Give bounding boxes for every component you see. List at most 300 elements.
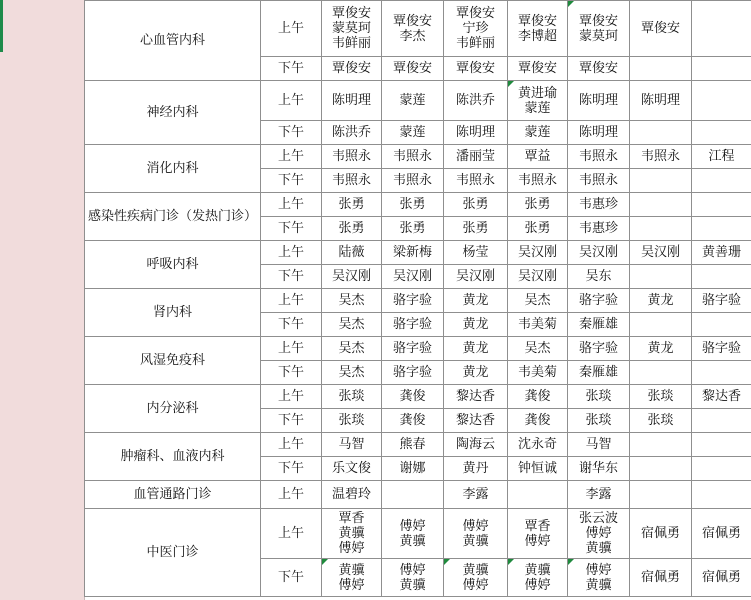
doctor-cell[interactable] — [630, 1, 692, 57]
doctor-names: 陈明理 — [578, 125, 618, 140]
doctor-cell[interactable] — [568, 57, 630, 81]
doctor-cell[interactable] — [322, 361, 382, 385]
session-cell[interactable]: 下午 — [261, 313, 322, 337]
doctor-names: 骆字验 — [392, 341, 432, 356]
doctor-cell[interactable] — [382, 145, 444, 169]
session-cell[interactable]: 下午 — [261, 265, 322, 289]
doctor-cell[interactable] — [508, 337, 568, 361]
doctor-cell[interactable] — [444, 433, 508, 457]
doctor-names: 陈洪乔 — [455, 93, 495, 108]
doctor-names: 黄善珊 — [701, 245, 741, 260]
doctor-names: 张勇 — [338, 197, 365, 212]
doctor-cell[interactable] — [508, 409, 568, 433]
schedule-grid — [84, 0, 751, 600]
doctor-names: 张勇 — [462, 221, 489, 236]
doctor-names: 黄骥 傅婷 — [338, 562, 365, 593]
doctor-names: 覃俊安 蒙莫珂 — [578, 13, 618, 44]
doctor-cell[interactable] — [568, 289, 630, 313]
doctor-cell[interactable] — [444, 457, 508, 481]
doctor-names: 马智 — [338, 437, 365, 452]
doctor-cell[interactable] — [322, 481, 382, 509]
doctor-names: 钟恒诚 — [517, 461, 557, 476]
doctor-cell[interactable] — [382, 121, 444, 145]
doctor-cell[interactable] — [508, 145, 568, 169]
doctor-names: 李露 — [462, 487, 489, 502]
doctor-cell[interactable] — [382, 337, 444, 361]
doctor-cell[interactable] — [630, 361, 692, 385]
doctor-cell[interactable] — [508, 57, 568, 81]
doctor-cell[interactable] — [322, 193, 382, 217]
doctor-cell[interactable] — [630, 559, 692, 597]
doctor-names: 吴汉刚 — [578, 245, 618, 260]
doctor-cell[interactable] — [630, 313, 692, 337]
doctor-cell[interactable] — [568, 193, 630, 217]
doctor-names: 黄龙 — [647, 293, 674, 308]
doctor-names: 张琰 — [585, 413, 612, 428]
doctor-cell[interactable] — [692, 457, 751, 481]
session-cell[interactable]: 上午 — [261, 509, 322, 559]
doctor-names: 傅婷 黄骥 — [462, 518, 489, 549]
doctor-names: 张勇 — [399, 197, 426, 212]
doctor-cell[interactable] — [322, 385, 382, 409]
doctor-names: 黄龙 — [462, 365, 489, 380]
session-cell[interactable]: 上午 — [261, 193, 322, 217]
doctor-cell[interactable] — [568, 265, 630, 289]
doctor-cell[interactable] — [692, 193, 751, 217]
schedule-table — [84, 0, 751, 597]
doctor-names: 张勇 — [524, 221, 551, 236]
doctor-names: 骆字验 — [701, 341, 741, 356]
doctor-cell[interactable] — [444, 313, 508, 337]
doctor-names: 覃俊安 李杰 — [392, 13, 432, 44]
session-cell[interactable]: 下午 — [261, 169, 322, 193]
doctor-names: 陈洪乔 — [331, 125, 371, 140]
doctor-cell[interactable] — [568, 481, 630, 509]
doctor-names: 覃香 黄骥 傅婷 — [338, 511, 365, 556]
doctor-cell[interactable] — [568, 409, 630, 433]
doctor-names: 韦照永 — [331, 173, 371, 188]
doctor-names: 黎达香 — [455, 413, 495, 428]
doctor-cell[interactable] — [382, 241, 444, 265]
doctor-names: 吴杰 — [338, 365, 365, 380]
doctor-cell[interactable] — [508, 481, 568, 509]
doctor-cell[interactable] — [508, 313, 568, 337]
doctor-cell[interactable] — [382, 289, 444, 313]
doctor-cell[interactable] — [444, 361, 508, 385]
department-cell[interactable]: 神经内科 — [85, 81, 261, 145]
doctor-names: 黄进瑜 蒙莲 — [517, 85, 557, 116]
doctor-cell[interactable] — [692, 433, 751, 457]
doctor-names: 熊春 — [399, 437, 426, 452]
doctor-cell[interactable] — [692, 57, 751, 81]
doctor-names: 韦美菊 — [517, 365, 557, 380]
doctor-names: 吴汉刚 — [392, 269, 432, 284]
doctor-names: 秦雁雄 — [578, 365, 618, 380]
doctor-names: 宿佩勇 — [640, 526, 680, 541]
doctor-cell[interactable] — [444, 217, 508, 241]
doctor-cell[interactable] — [568, 361, 630, 385]
doctor-cell[interactable] — [568, 385, 630, 409]
doctor-names: 覃香 傅婷 — [524, 518, 551, 549]
doctor-cell[interactable] — [382, 457, 444, 481]
doctor-cell[interactable] — [508, 433, 568, 457]
doctor-names: 傅婷 黄骥 — [585, 562, 612, 593]
doctor-cell[interactable] — [508, 361, 568, 385]
department-cell[interactable]: 肿瘤科、血液内科 — [85, 433, 261, 481]
doctor-cell[interactable] — [630, 145, 692, 169]
doctor-cell[interactable] — [692, 217, 751, 241]
department-cell[interactable]: 肾内科 — [85, 289, 261, 337]
doctor-names: 温碧玲 — [331, 487, 371, 502]
doctor-cell[interactable] — [630, 265, 692, 289]
doctor-cell[interactable] — [444, 265, 508, 289]
doctor-names: 张勇 — [462, 197, 489, 212]
doctor-names: 宿佩勇 — [701, 570, 741, 585]
doctor-names: 陆薇 — [338, 245, 365, 260]
doctor-cell[interactable] — [322, 121, 382, 145]
doctor-names: 傅婷 黄骥 — [399, 518, 426, 549]
table-row — [85, 433, 751, 457]
doctor-cell[interactable] — [692, 265, 751, 289]
department-cell[interactable]: 血管通路门诊 — [85, 481, 261, 509]
doctor-names: 覃俊安 李博超 — [517, 13, 557, 44]
doctor-cell[interactable] — [568, 241, 630, 265]
doctor-names: 韦照永 — [578, 149, 618, 164]
doctor-cell[interactable] — [444, 241, 508, 265]
doctor-cell[interactable] — [508, 509, 568, 559]
doctor-cell[interactable] — [444, 81, 508, 121]
doctor-cell[interactable] — [692, 559, 751, 597]
session-cell[interactable]: 上午 — [261, 241, 322, 265]
doctor-names: 黄龙 — [462, 317, 489, 332]
doctor-names: 骆字验 — [578, 341, 618, 356]
doctor-names: 蒙莲 — [399, 93, 426, 108]
doctor-cell[interactable] — [692, 409, 751, 433]
doctor-names: 骆字验 — [392, 365, 432, 380]
session-cell[interactable]: 下午 — [261, 409, 322, 433]
doctor-names: 宿佩勇 — [701, 526, 741, 541]
doctor-cell[interactable] — [322, 289, 382, 313]
doctor-names: 骆字验 — [392, 293, 432, 308]
doctor-cell[interactable] — [508, 241, 568, 265]
doctor-cell[interactable] — [444, 193, 508, 217]
doctor-names: 韦照永 — [392, 173, 432, 188]
table-row — [85, 385, 751, 409]
doctor-cell[interactable] — [382, 361, 444, 385]
doctor-cell[interactable] — [322, 241, 382, 265]
doctor-names: 马智 — [585, 437, 612, 452]
doctor-cell[interactable] — [692, 361, 751, 385]
doctor-cell[interactable] — [322, 509, 382, 559]
doctor-cell[interactable] — [630, 509, 692, 559]
doctor-names: 陈明理 — [578, 93, 618, 108]
doctor-cell[interactable] — [508, 169, 568, 193]
doctor-names: 李露 — [585, 487, 612, 502]
doctor-names: 吴汉刚 — [331, 269, 371, 284]
doctor-cell[interactable] — [630, 121, 692, 145]
doctor-cell[interactable] — [444, 409, 508, 433]
doctor-names: 张琰 — [647, 389, 674, 404]
doctor-names: 龚俊 — [524, 413, 551, 428]
doctor-cell[interactable] — [508, 193, 568, 217]
doctor-cell[interactable] — [322, 169, 382, 193]
doctor-names: 张琰 — [338, 389, 365, 404]
doctor-cell[interactable] — [568, 509, 630, 559]
doctor-names: 韦照永 — [578, 173, 618, 188]
doctor-names: 吴汉刚 — [517, 245, 557, 260]
doctor-cell[interactable] — [630, 289, 692, 313]
doctor-names: 韦照永 — [640, 149, 680, 164]
doctor-names: 韦惠珍 — [578, 221, 618, 236]
doctor-cell[interactable] — [568, 457, 630, 481]
doctor-cell[interactable] — [322, 409, 382, 433]
doctor-names: 黄骥 傅婷 — [462, 562, 489, 593]
doctor-cell[interactable] — [568, 169, 630, 193]
doctor-cell[interactable] — [508, 121, 568, 145]
doctor-names: 吴汉刚 — [455, 269, 495, 284]
doctor-names: 龚俊 — [399, 413, 426, 428]
doctor-names: 龚俊 — [399, 389, 426, 404]
doctor-cell[interactable] — [568, 1, 630, 57]
doctor-cell[interactable] — [508, 457, 568, 481]
doctor-cell[interactable] — [382, 559, 444, 597]
session-cell[interactable]: 上午 — [261, 385, 322, 409]
doctor-names: 潘丽莹 — [455, 149, 495, 164]
doctor-cell[interactable] — [568, 559, 630, 597]
doctor-cell[interactable] — [568, 121, 630, 145]
doctor-cell[interactable] — [322, 145, 382, 169]
doctor-cell[interactable] — [382, 481, 444, 509]
doctor-cell[interactable] — [630, 169, 692, 193]
doctor-cell[interactable] — [382, 509, 444, 559]
doctor-names: 蒙莲 — [399, 125, 426, 140]
doctor-names: 覃俊安 — [455, 61, 495, 76]
doctor-names: 骆字验 — [578, 293, 618, 308]
doctor-names: 龚俊 — [524, 389, 551, 404]
doctor-cell[interactable] — [382, 217, 444, 241]
doctor-cell[interactable] — [508, 81, 568, 121]
doctor-cell[interactable] — [444, 509, 508, 559]
session-cell[interactable]: 上午 — [261, 481, 322, 509]
doctor-cell[interactable] — [322, 81, 382, 121]
doctor-names: 黎达香 — [701, 389, 741, 404]
selection-indicator — [0, 0, 3, 52]
session-cell[interactable]: 上午 — [261, 1, 322, 57]
doctor-names: 杨莹 — [462, 245, 489, 260]
doctor-cell[interactable] — [382, 433, 444, 457]
doctor-names: 张勇 — [399, 221, 426, 236]
doctor-cell[interactable] — [692, 481, 751, 509]
doctor-cell[interactable] — [692, 337, 751, 361]
doctor-cell[interactable] — [692, 313, 751, 337]
doctor-names: 覃俊安 宁珍 韦鲜丽 — [455, 6, 495, 51]
doctor-cell[interactable] — [322, 433, 382, 457]
doctor-cell[interactable] — [444, 481, 508, 509]
doctor-cell[interactable] — [444, 121, 508, 145]
doctor-names: 韦照永 — [331, 149, 371, 164]
session-cell[interactable]: 上午 — [261, 337, 322, 361]
doctor-names: 吴东 — [585, 269, 612, 284]
doctor-names: 陈明理 — [640, 93, 680, 108]
doctor-cell[interactable] — [692, 81, 751, 121]
doctor-names: 黄丹 — [462, 461, 489, 476]
doctor-cell[interactable] — [692, 169, 751, 193]
doctor-cell[interactable] — [630, 57, 692, 81]
doctor-names: 黄骥 傅婷 — [524, 562, 551, 593]
doctor-cell[interactable] — [568, 217, 630, 241]
doctor-names: 陈明理 — [455, 125, 495, 140]
doctor-cell[interactable] — [630, 337, 692, 361]
doctor-cell[interactable] — [444, 1, 508, 57]
session-cell[interactable]: 下午 — [261, 57, 322, 81]
doctor-names: 覃俊安 — [578, 61, 618, 76]
table-row — [85, 1, 751, 57]
doctor-names: 梁新梅 — [392, 245, 432, 260]
doctor-names: 覃俊安 蒙莫珂 韦鲜丽 — [331, 6, 371, 51]
doctor-cell[interactable] — [322, 57, 382, 81]
doctor-cell[interactable] — [630, 241, 692, 265]
doctor-cell[interactable] — [568, 337, 630, 361]
doctor-cell[interactable] — [382, 81, 444, 121]
doctor-cell[interactable] — [444, 337, 508, 361]
doctor-cell[interactable] — [568, 313, 630, 337]
session-cell[interactable]: 上午 — [261, 433, 322, 457]
doctor-names: 吴杰 — [338, 293, 365, 308]
doctor-names: 张琰 — [647, 413, 674, 428]
table-row — [85, 241, 751, 265]
doctor-names: 陈明理 — [331, 93, 371, 108]
table-row — [85, 193, 751, 217]
doctor-cell[interactable] — [508, 217, 568, 241]
doctor-names: 张琰 — [338, 413, 365, 428]
doctor-cell[interactable] — [322, 265, 382, 289]
doctor-cell[interactable] — [630, 481, 692, 509]
session-cell[interactable]: 下午 — [261, 217, 322, 241]
doctor-cell[interactable] — [692, 1, 751, 57]
session-cell[interactable]: 下午 — [261, 361, 322, 385]
doctor-names: 吴杰 — [524, 293, 551, 308]
doctor-cell[interactable] — [382, 57, 444, 81]
doctor-cell[interactable] — [508, 559, 568, 597]
doctor-names: 吴杰 — [338, 317, 365, 332]
doctor-cell[interactable] — [568, 145, 630, 169]
session-cell[interactable]: 下午 — [261, 457, 322, 481]
department-cell[interactable]: 呼吸内科 — [85, 241, 261, 289]
department-cell[interactable]: 心血管内科 — [85, 1, 261, 81]
doctor-cell[interactable] — [322, 337, 382, 361]
table-row — [85, 81, 751, 121]
doctor-cell[interactable] — [630, 81, 692, 121]
session-cell[interactable]: 下午 — [261, 121, 322, 145]
doctor-cell[interactable] — [382, 409, 444, 433]
doctor-cell[interactable] — [444, 169, 508, 193]
doctor-cell[interactable] — [630, 433, 692, 457]
doctor-cell[interactable] — [382, 265, 444, 289]
department-cell[interactable]: 风湿免疫科 — [85, 337, 261, 385]
doctor-cell[interactable] — [382, 385, 444, 409]
table-row — [85, 337, 751, 361]
doctor-cell[interactable] — [630, 385, 692, 409]
doctor-names: 吴汉刚 — [517, 269, 557, 284]
session-cell[interactable]: 上午 — [261, 289, 322, 313]
department-cell[interactable]: 感染性疾病门诊（发热门诊） — [85, 193, 261, 241]
doctor-names: 江程 — [708, 149, 735, 164]
doctor-names: 张勇 — [338, 221, 365, 236]
doctor-cell[interactable] — [508, 1, 568, 57]
table-row — [85, 145, 751, 169]
doctor-names: 吴汉刚 — [640, 245, 680, 260]
doctor-names: 覃俊安 — [517, 61, 557, 76]
session-cell[interactable]: 上午 — [261, 81, 322, 121]
doctor-names: 张勇 — [524, 197, 551, 212]
doctor-cell[interactable] — [692, 289, 751, 313]
doctor-names: 吴杰 — [524, 341, 551, 356]
doctor-cell[interactable] — [382, 169, 444, 193]
doctor-names: 乐文俊 — [331, 461, 371, 476]
doctor-cell[interactable] — [568, 433, 630, 457]
doctor-cell[interactable] — [508, 289, 568, 313]
doctor-cell[interactable] — [508, 385, 568, 409]
doctor-cell[interactable] — [568, 81, 630, 121]
doctor-names: 韦美菊 — [517, 317, 557, 332]
session-cell[interactable]: 上午 — [261, 145, 322, 169]
doctor-cell[interactable] — [692, 241, 751, 265]
doctor-names: 黄龙 — [462, 341, 489, 356]
table-row — [85, 289, 751, 313]
department-cell[interactable]: 内分泌科 — [85, 385, 261, 433]
doctor-cell[interactable] — [630, 457, 692, 481]
doctor-cell[interactable] — [322, 559, 382, 597]
department-cell[interactable]: 消化内科 — [85, 145, 261, 193]
doctor-names: 韦照永 — [392, 149, 432, 164]
doctor-names: 蒙莲 — [524, 125, 551, 140]
doctor-cell[interactable] — [692, 385, 751, 409]
doctor-cell[interactable] — [692, 509, 751, 559]
table-row — [85, 481, 751, 509]
doctor-cell[interactable] — [444, 559, 508, 597]
department-cell[interactable]: 中医门诊 — [85, 509, 261, 597]
doctor-names: 黄龙 — [647, 341, 674, 356]
doctor-cell[interactable] — [444, 289, 508, 313]
doctor-cell[interactable] — [322, 313, 382, 337]
doctor-cell[interactable] — [630, 217, 692, 241]
doctor-cell[interactable] — [444, 145, 508, 169]
doctor-cell[interactable] — [322, 1, 382, 57]
doctor-names: 黎达香 — [455, 389, 495, 404]
session-cell[interactable]: 下午 — [261, 559, 322, 597]
doctor-cell[interactable] — [322, 217, 382, 241]
doctor-cell[interactable] — [508, 265, 568, 289]
doctor-cell[interactable] — [382, 313, 444, 337]
doctor-cell[interactable] — [444, 385, 508, 409]
doctor-names: 韦照永 — [455, 173, 495, 188]
doctor-cell[interactable] — [322, 457, 382, 481]
doctor-cell[interactable] — [692, 145, 751, 169]
doctor-names: 陶海云 — [455, 437, 495, 452]
doctor-names: 韦照永 — [517, 173, 557, 188]
doctor-cell[interactable] — [630, 193, 692, 217]
doctor-cell[interactable] — [382, 1, 444, 57]
doctor-names: 韦惠珍 — [578, 197, 618, 212]
doctor-cell[interactable] — [692, 121, 751, 145]
doctor-cell[interactable] — [630, 409, 692, 433]
doctor-cell[interactable] — [382, 193, 444, 217]
doctor-names: 覃益 — [524, 149, 551, 164]
doctor-names: 宿佩勇 — [640, 570, 680, 585]
doctor-cell[interactable] — [444, 57, 508, 81]
doctor-names: 覃俊安 — [640, 21, 680, 36]
doctor-names: 覃俊安 — [392, 61, 432, 76]
